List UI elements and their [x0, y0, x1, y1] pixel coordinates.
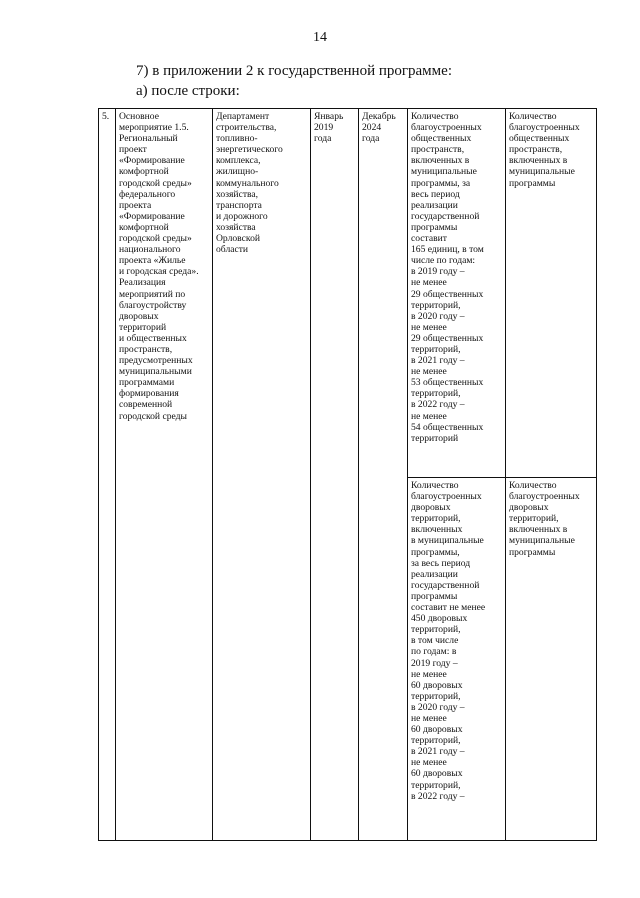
intro-line-2: а) после строки: [136, 83, 240, 99]
program-table [98, 108, 597, 841]
row-number-cell: 5. [99, 109, 116, 841]
expected-result-courtyards-cell: Количество благоустроенных дворовых территорий, включенных в муниципальные программы, за весь период реализации государственной программы составит не менее 450 дворовых территорий, в том числе по годам: в 2019 году – не менее 60 дворовых территорий, в 2020 году – не менее 60 дворовых территорий, в 2021 году – не менее 60 дворовых территорий, в 2022 году – [408, 478, 506, 841]
executor-cell: Департамент строительства, топливно- энергетического комплекса, жилищно- коммунального хозяйства, транспорта и дорожного хозяйства Орловской области [213, 109, 311, 841]
table-row [99, 109, 597, 478]
expected-result-public-spaces-cell: Количество благоустроенных общественных пространств, включенных в муниципальные программы, за весь период реализации государственной программы составит 165 единиц, в том числе по годам: в 2019 году – не менее 29 общественных территорий, в 2020 году – не менее 29 общественных территорий, в 2021 году – не менее 53 общественных территорий, в 2022 году – не менее 54 общественных территорий [408, 109, 506, 478]
start-date-cell: Январь 2019 года [311, 109, 359, 841]
indicator-public-spaces-cell: Количество благоустроенных общественных пространств, включенных в муниципальные программы [506, 109, 597, 478]
indicator-courtyards-cell: Количество благоустроенных дворовых территорий, включенных в муниципальные программы [506, 478, 597, 841]
end-date-cell: Декабрь 2024 года [359, 109, 408, 841]
event-name-cell: Основное мероприятие 1.5. Региональный проект «Формирование комфортной городской среды» федерального проекта «Формирование комфортной городской среды» национального проекта «Жилье и городская среда». Реализация мероприятий по благоустройству дворовых территорий и общественных пространств, предусмотренных муниципальными программами формирования современной городской среды [116, 109, 213, 841]
page-number: 14 [313, 30, 327, 45]
intro-line-1: 7) в приложении 2 к государственной программе: [136, 63, 452, 79]
